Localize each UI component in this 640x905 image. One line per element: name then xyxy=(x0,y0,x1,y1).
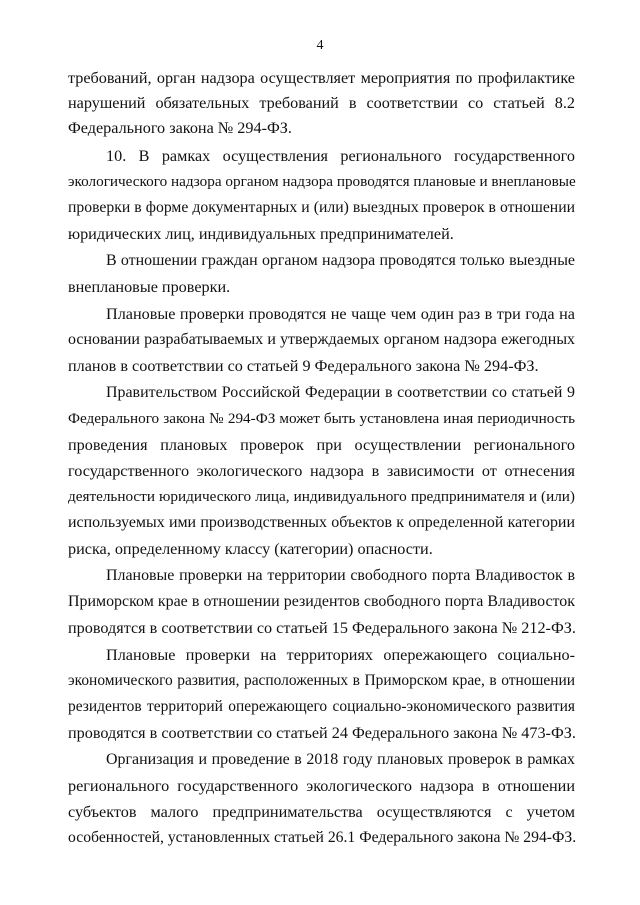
paragraph-line: государственного экологического надзора в зависимости от отнесения xyxy=(68,462,575,480)
paragraph-line: Плановые проверки на территориях опережающего социально- xyxy=(106,646,575,664)
paragraph-line: проверки в форме документарных и (или) выездных проверок в отношении xyxy=(68,199,575,216)
paragraph-line: используемых ими производственных объектов к определенной категории xyxy=(68,514,575,531)
paragraph-line: Приморском крае в отношении резидентов свободного порта Владивосток xyxy=(68,593,575,610)
paragraph-line: планов в соответствии со статьей 9 Федерального закона № 294-ФЗ. xyxy=(68,357,539,375)
paragraph-line: Федерального закона № 294-ФЗ. xyxy=(68,119,292,137)
paragraph-line: требований, орган надзора осуществляет мероприятия по профилактике xyxy=(68,69,575,87)
paragraph-line: особенностей, установленных статьей 26.1 Федерального закона № 294-ФЗ. xyxy=(68,829,577,846)
paragraph-line: проводятся в соответствии со статьей 15 Федерального закона № 212-ФЗ. xyxy=(68,619,576,637)
paragraph-line: риска, определенному классу (категории) опасности. xyxy=(68,540,433,558)
paragraph-line: Правительством Российской Федерации в соответствии со статьей 9 xyxy=(106,384,575,401)
paragraph-line: Плановые проверки проводятся не чаще чем один раз в три года на xyxy=(106,305,575,323)
paragraph-line: В отношении граждан органом надзора проводятся только выездные xyxy=(106,252,575,269)
paragraph-line: основании разрабатываемых и утверждаемых органом надзора ежегодных xyxy=(68,331,575,348)
paragraph-line: экологического надзора органом надзора проводятся плановые и внеплановые xyxy=(68,173,576,190)
paragraph-line: Плановые проверки на территории свободного порта Владивосток в xyxy=(106,567,575,584)
paragraph-line: 10. В рамках осуществления регионального государственного xyxy=(106,147,575,165)
paragraph-line: юридических лиц, индивидуальных предпринимателей. xyxy=(68,225,454,243)
paragraph-line: проводятся в соответствии со статьей 24 Федерального закона № 473-ФЗ. xyxy=(68,724,576,742)
paragraph-line: внеплановые проверки. xyxy=(68,278,231,296)
paragraph-line: Федерального закона № 294-ФЗ может быть установлена иная периодичность xyxy=(68,410,575,427)
paragraph-line: экономического развития, расположенных в Приморском крае, в отношении xyxy=(68,672,575,689)
paragraph-line: резидентов территорий опережающего социально-экономического развития xyxy=(68,698,575,715)
paragraph-line: Организация и проведение в 2018 году плановых проверок в рамках xyxy=(106,751,575,768)
paragraph-line: проведения плановых проверок при осуществлении регионального xyxy=(68,436,575,454)
paragraph-line: деятельности юридического лица, индивидуального предпринимателя и (или) xyxy=(68,488,575,505)
paragraph-line: регионального государственного экологического надзора в отношении xyxy=(68,777,575,795)
paragraph-line: субъектов малого предпринимательства осуществляются с учетом xyxy=(68,803,575,821)
paragraph-line: нарушений обязательных требований в соответствии со статьей 8.2 xyxy=(68,94,575,112)
page-number: 4 xyxy=(316,38,324,53)
